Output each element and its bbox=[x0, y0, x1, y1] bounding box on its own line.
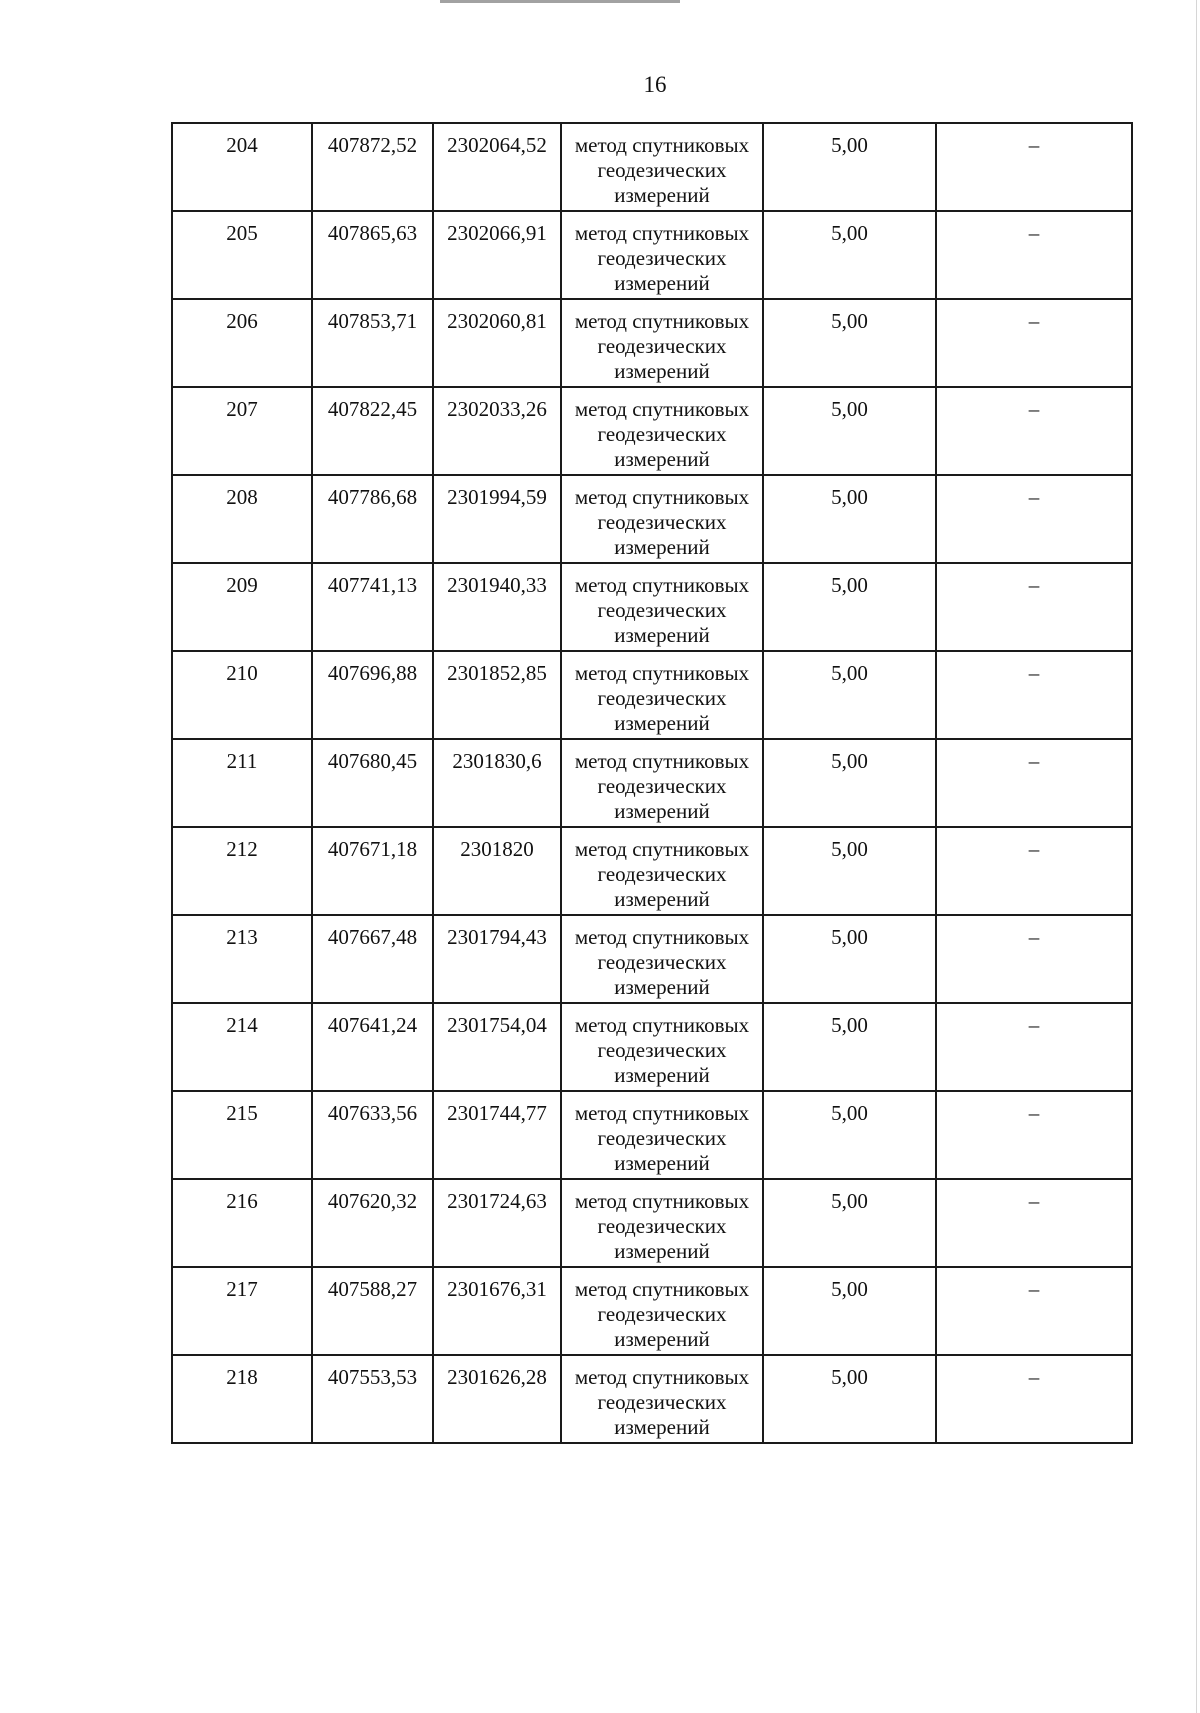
point-number-cell: 204 bbox=[172, 123, 312, 211]
table-row bbox=[172, 387, 1132, 475]
note-cell: – bbox=[936, 387, 1132, 475]
x-coordinate-cell: 407553,53 bbox=[312, 1355, 433, 1443]
table-row bbox=[172, 211, 1132, 299]
point-number-cell: 213 bbox=[172, 915, 312, 1003]
x-coordinate-cell: 407620,32 bbox=[312, 1179, 433, 1267]
y-coordinate-cell: 2302033,26 bbox=[433, 387, 561, 475]
table-row bbox=[172, 651, 1132, 739]
table-row bbox=[172, 827, 1132, 915]
method-cell: метод спутниковых геодезических измерений bbox=[561, 1267, 763, 1355]
precision-cell: 5,00 bbox=[763, 299, 936, 387]
y-coordinate-cell: 2302066,91 bbox=[433, 211, 561, 299]
x-coordinate-cell: 407588,27 bbox=[312, 1267, 433, 1355]
page-number: 16 bbox=[643, 72, 667, 97]
precision-cell: 5,00 bbox=[763, 563, 936, 651]
precision-cell: 5,00 bbox=[763, 915, 936, 1003]
x-coordinate-cell: 407853,71 bbox=[312, 299, 433, 387]
precision-cell: 5,00 bbox=[763, 827, 936, 915]
table-row bbox=[172, 1267, 1132, 1355]
y-coordinate-cell: 2301852,85 bbox=[433, 651, 561, 739]
precision-cell: 5,00 bbox=[763, 475, 936, 563]
note-cell: – bbox=[936, 1091, 1132, 1179]
method-cell: метод спутниковых геодезических измерений bbox=[561, 1179, 763, 1267]
point-number-cell: 210 bbox=[172, 651, 312, 739]
note-cell: – bbox=[936, 915, 1132, 1003]
x-coordinate-cell: 407641,24 bbox=[312, 1003, 433, 1091]
y-coordinate-cell: 2301794,43 bbox=[433, 915, 561, 1003]
note-cell: – bbox=[936, 123, 1132, 211]
table-row bbox=[172, 1179, 1132, 1267]
table-row bbox=[172, 1091, 1132, 1179]
table-row bbox=[172, 123, 1132, 211]
note-cell: – bbox=[936, 475, 1132, 563]
note-cell: – bbox=[936, 651, 1132, 739]
precision-cell: 5,00 bbox=[763, 1267, 936, 1355]
note-cell: – bbox=[936, 739, 1132, 827]
y-coordinate-cell: 2301820 bbox=[433, 827, 561, 915]
method-cell: метод спутниковых геодезических измерений bbox=[561, 739, 763, 827]
method-cell: метод спутниковых геодезических измерений bbox=[561, 1003, 763, 1091]
y-coordinate-cell: 2301626,28 bbox=[433, 1355, 561, 1443]
y-coordinate-cell: 2301940,33 bbox=[433, 563, 561, 651]
method-cell: метод спутниковых геодезических измерений bbox=[561, 563, 763, 651]
x-coordinate-cell: 407680,45 bbox=[312, 739, 433, 827]
precision-cell: 5,00 bbox=[763, 1003, 936, 1091]
x-coordinate-cell: 407633,56 bbox=[312, 1091, 433, 1179]
table-row bbox=[172, 1003, 1132, 1091]
method-cell: метод спутниковых геодезических измерений bbox=[561, 299, 763, 387]
table-row bbox=[172, 739, 1132, 827]
x-coordinate-cell: 407872,52 bbox=[312, 123, 433, 211]
note-cell: – bbox=[936, 563, 1132, 651]
point-number-cell: 205 bbox=[172, 211, 312, 299]
point-number-cell: 211 bbox=[172, 739, 312, 827]
method-cell: метод спутниковых геодезических измерений bbox=[561, 827, 763, 915]
precision-cell: 5,00 bbox=[763, 1091, 936, 1179]
point-number-cell: 218 bbox=[172, 1355, 312, 1443]
y-coordinate-cell: 2301724,63 bbox=[433, 1179, 561, 1267]
method-cell: метод спутниковых геодезических измерений bbox=[561, 475, 763, 563]
y-coordinate-cell: 2301744,77 bbox=[433, 1091, 561, 1179]
scan-edge-mark bbox=[440, 0, 680, 3]
coordinates-table bbox=[171, 122, 1133, 1444]
y-coordinate-cell: 2302064,52 bbox=[433, 123, 561, 211]
method-cell: метод спутниковых геодезических измерений bbox=[561, 387, 763, 475]
point-number-cell: 207 bbox=[172, 387, 312, 475]
precision-cell: 5,00 bbox=[763, 387, 936, 475]
y-coordinate-cell: 2301830,6 bbox=[433, 739, 561, 827]
point-number-cell: 216 bbox=[172, 1179, 312, 1267]
x-coordinate-cell: 407865,63 bbox=[312, 211, 433, 299]
table-row bbox=[172, 299, 1132, 387]
point-number-cell: 217 bbox=[172, 1267, 312, 1355]
x-coordinate-cell: 407671,18 bbox=[312, 827, 433, 915]
method-cell: метод спутниковых геодезических измерений bbox=[561, 123, 763, 211]
note-cell: – bbox=[936, 1355, 1132, 1443]
method-cell: метод спутниковых геодезических измерений bbox=[561, 1091, 763, 1179]
table-row bbox=[172, 475, 1132, 563]
method-cell: метод спутниковых геодезических измерений bbox=[561, 1355, 763, 1443]
note-cell: – bbox=[936, 1179, 1132, 1267]
x-coordinate-cell: 407786,68 bbox=[312, 475, 433, 563]
x-coordinate-cell: 407741,13 bbox=[312, 563, 433, 651]
scan-side-line bbox=[1196, 0, 1197, 1713]
note-cell: – bbox=[936, 1267, 1132, 1355]
x-coordinate-cell: 407822,45 bbox=[312, 387, 433, 475]
precision-cell: 5,00 bbox=[763, 211, 936, 299]
precision-cell: 5,00 bbox=[763, 651, 936, 739]
y-coordinate-cell: 2301676,31 bbox=[433, 1267, 561, 1355]
precision-cell: 5,00 bbox=[763, 739, 936, 827]
point-number-cell: 206 bbox=[172, 299, 312, 387]
note-cell: – bbox=[936, 299, 1132, 387]
method-cell: метод спутниковых геодезических измерений bbox=[561, 211, 763, 299]
y-coordinate-cell: 2301754,04 bbox=[433, 1003, 561, 1091]
table-row bbox=[172, 1355, 1132, 1443]
point-number-cell: 212 bbox=[172, 827, 312, 915]
x-coordinate-cell: 407667,48 bbox=[312, 915, 433, 1003]
method-cell: метод спутниковых геодезических измерений bbox=[561, 915, 763, 1003]
point-number-cell: 215 bbox=[172, 1091, 312, 1179]
note-cell: – bbox=[936, 1003, 1132, 1091]
point-number-cell: 209 bbox=[172, 563, 312, 651]
note-cell: – bbox=[936, 827, 1132, 915]
method-cell: метод спутниковых геодезических измерений bbox=[561, 651, 763, 739]
point-number-cell: 208 bbox=[172, 475, 312, 563]
precision-cell: 5,00 bbox=[763, 123, 936, 211]
table-row bbox=[172, 915, 1132, 1003]
precision-cell: 5,00 bbox=[763, 1179, 936, 1267]
note-cell: – bbox=[936, 211, 1132, 299]
point-number-cell: 214 bbox=[172, 1003, 312, 1091]
y-coordinate-cell: 2301994,59 bbox=[433, 475, 561, 563]
y-coordinate-cell: 2302060,81 bbox=[433, 299, 561, 387]
x-coordinate-cell: 407696,88 bbox=[312, 651, 433, 739]
precision-cell: 5,00 bbox=[763, 1355, 936, 1443]
table-row bbox=[172, 563, 1132, 651]
